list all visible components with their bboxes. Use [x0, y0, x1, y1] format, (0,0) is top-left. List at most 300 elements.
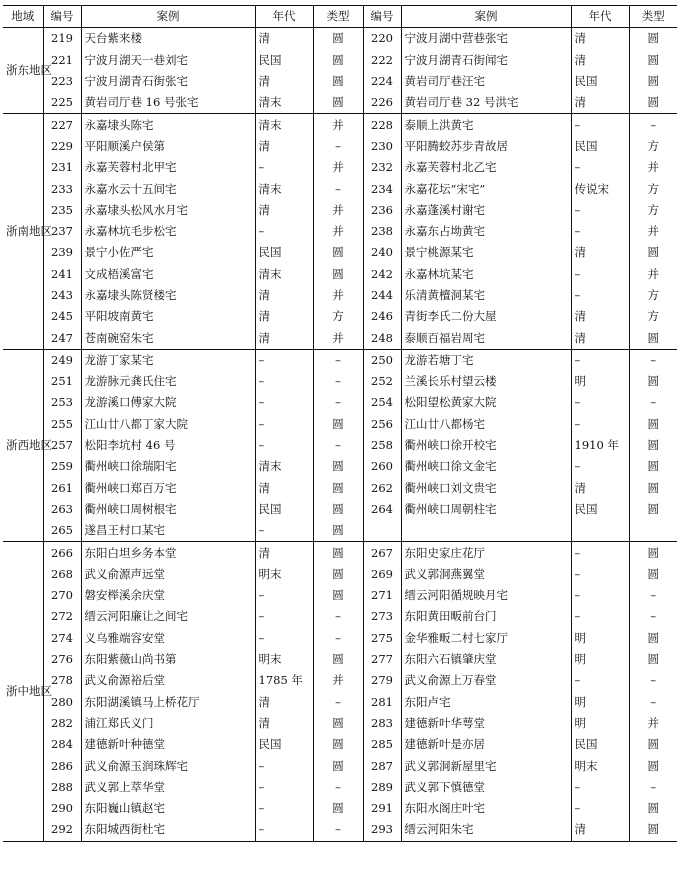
case-name: 文成梧溪富宅 [81, 264, 255, 285]
case-type: 并 [629, 157, 677, 178]
case-era: – [571, 798, 629, 819]
case-name: 永嘉埭头陈贤楼宅 [81, 285, 255, 306]
case-type: 方 [629, 285, 677, 306]
case-number: 245 [43, 306, 81, 327]
case-era: 清末 [255, 264, 313, 285]
case-era: 清 [255, 285, 313, 306]
case-type: 并 [313, 221, 363, 242]
table-row [3, 349, 677, 371]
case-name: 金华雅畈二村七家厅 [401, 628, 571, 649]
case-number: 250 [363, 349, 401, 371]
case-type: – [629, 670, 677, 691]
case-name: 建德新叶是亦居 [401, 734, 571, 755]
case-era: 清末 [255, 178, 313, 199]
case-era: – [571, 606, 629, 627]
case-era: 明末 [255, 649, 313, 670]
case-number: 235 [43, 200, 81, 221]
case-number: 258 [363, 435, 401, 456]
case-era: 民国 [255, 499, 313, 520]
case-era: 民国 [255, 50, 313, 71]
case-name: 浦江郑氏义门 [81, 713, 255, 734]
case-name: 武义郭下慎德堂 [401, 777, 571, 798]
case-type: 圆 [313, 264, 363, 285]
case-number: 285 [363, 734, 401, 755]
case-type: 并 [313, 114, 363, 136]
case-number: 262 [363, 478, 401, 499]
case-number: 238 [363, 221, 401, 242]
case-number: 265 [43, 520, 81, 542]
case-name: 建德新叶种德堂 [81, 734, 255, 755]
region-cell: 浙南地区 [3, 114, 43, 349]
case-type: 并 [629, 264, 677, 285]
case-number: 268 [43, 564, 81, 585]
case-number [363, 520, 401, 542]
case-era: 明末 [571, 755, 629, 776]
case-number: 246 [363, 306, 401, 327]
region-cell: 浙西地区 [3, 349, 43, 542]
case-number: 274 [43, 628, 81, 649]
case-type: – [629, 777, 677, 798]
case-name: 宁波月湖青石街闻宅 [401, 50, 571, 71]
case-name: 东阳六石镇肇庆堂 [401, 649, 571, 670]
case-number: 232 [363, 157, 401, 178]
case-number: 273 [363, 606, 401, 627]
case-type: – [313, 606, 363, 627]
case-name: 武义俞源上万春堂 [401, 670, 571, 691]
case-number: 220 [363, 28, 401, 50]
case-type: – [313, 178, 363, 199]
case-number: 237 [43, 221, 81, 242]
region-cell: 浙中地区 [3, 542, 43, 841]
case-era: 清 [571, 819, 629, 841]
table-row [3, 327, 677, 349]
case-number: 225 [43, 92, 81, 114]
case-type: 圆 [629, 798, 677, 819]
case-era: – [255, 392, 313, 413]
case-type: 圆 [313, 456, 363, 477]
case-type: 方 [629, 200, 677, 221]
table-row [3, 478, 677, 499]
case-header-right: 案例 [401, 6, 571, 28]
table-row [3, 564, 677, 585]
case-type: – [629, 585, 677, 606]
case-era: – [571, 114, 629, 136]
case-type [629, 520, 677, 542]
case-name: 苍南碗窑朱宅 [81, 327, 255, 349]
case-era: – [255, 221, 313, 242]
case-era: 清 [255, 136, 313, 157]
case-type: 圆 [313, 798, 363, 819]
case-type: 圆 [313, 713, 363, 734]
case-number: 244 [363, 285, 401, 306]
case-number: 279 [363, 670, 401, 691]
table-row [3, 755, 677, 776]
case-type: 方 [313, 306, 363, 327]
case-name: 东阳黄田畈前台门 [401, 606, 571, 627]
case-name: 黄岩司厅巷 16 号张宅 [81, 92, 255, 114]
case-name: 武义俞源玉润珠辉宅 [81, 755, 255, 776]
case-name: 景宁桃源某宅 [401, 242, 571, 263]
case-type: 圆 [313, 520, 363, 542]
case-type: – [313, 371, 363, 392]
case-era: 清 [255, 478, 313, 499]
case-name: 东阳史家庄花厅 [401, 542, 571, 564]
case-name: 龙游若塘丁宅 [401, 349, 571, 371]
case-era: – [255, 414, 313, 435]
case-name: 青街李氏二份大屋 [401, 306, 571, 327]
case-type: – [313, 692, 363, 713]
case-name: 武义郭上萃华堂 [81, 777, 255, 798]
table-row [3, 520, 677, 542]
case-name: 永嘉蓬溪村谢宅 [401, 200, 571, 221]
case-number: 221 [43, 50, 81, 71]
case-type: 圆 [313, 242, 363, 263]
case-name: 永嘉水云十五间宅 [81, 178, 255, 199]
case-type: 圆 [629, 819, 677, 841]
case-number: 240 [363, 242, 401, 263]
case-number: 253 [43, 392, 81, 413]
case-type: 圆 [313, 28, 363, 50]
table-row [3, 264, 677, 285]
region-cell: 浙东地区 [3, 28, 43, 114]
case-number: 234 [363, 178, 401, 199]
case-name: 义乌雅端容安堂 [81, 628, 255, 649]
case-era: – [571, 285, 629, 306]
case-number: 223 [43, 71, 81, 92]
case-name: 黄岩司厅巷 32 号洪宅 [401, 92, 571, 114]
case-era: 明 [571, 692, 629, 713]
case-era: – [255, 798, 313, 819]
case-type: 圆 [313, 542, 363, 564]
case-era: 1785 年 [255, 670, 313, 691]
case-type: 圆 [629, 564, 677, 585]
case-era: 民国 [571, 136, 629, 157]
table-row [3, 392, 677, 413]
case-name: 衢州峡口郑百万宅 [81, 478, 255, 499]
case-name: 宁波月湖中营巷张宅 [401, 28, 571, 50]
case-name: 永嘉芙蓉村北乙宅 [401, 157, 571, 178]
case-name: 永嘉埭头陈宅 [81, 114, 255, 136]
table-row [3, 585, 677, 606]
case-era: 民国 [571, 71, 629, 92]
case-number: 252 [363, 371, 401, 392]
case-type: 并 [313, 285, 363, 306]
case-name: 天台紫来楼 [81, 28, 255, 50]
case-name: 东阳水阁庄叶宅 [401, 798, 571, 819]
case-number: 226 [363, 92, 401, 114]
table-row [3, 798, 677, 819]
header-row [3, 6, 677, 28]
case-number: 241 [43, 264, 81, 285]
case-era: 传说宋 [571, 178, 629, 199]
case-type: 圆 [313, 649, 363, 670]
case-number: 236 [363, 200, 401, 221]
case-name: 永嘉林坑某宅 [401, 264, 571, 285]
case-type: 圆 [313, 585, 363, 606]
case-era: – [571, 349, 629, 371]
case-era: 民国 [255, 734, 313, 755]
case-number: 261 [43, 478, 81, 499]
case-name: 遂昌王村口某宅 [81, 520, 255, 542]
table-row [3, 306, 677, 327]
case-name: 泰顺百福岩周宅 [401, 327, 571, 349]
case-number: 270 [43, 585, 81, 606]
case-number: 222 [363, 50, 401, 71]
case-name: 松阳李坑村 46 号 [81, 435, 255, 456]
case-type: 方 [629, 136, 677, 157]
case-era: 明 [571, 371, 629, 392]
case-number: 291 [363, 798, 401, 819]
case-era: – [571, 670, 629, 691]
table-row [3, 157, 677, 178]
case-name: 衢州峡口徐开校宅 [401, 435, 571, 456]
case-era: 清 [571, 306, 629, 327]
case-era: – [255, 435, 313, 456]
type-header-left: 类型 [313, 6, 363, 28]
case-era: – [255, 371, 313, 392]
case-name: 泰顺上洪黄宅 [401, 114, 571, 136]
table-row [3, 71, 677, 92]
case-type: – [313, 628, 363, 649]
case-type: – [629, 606, 677, 627]
case-era: 1910 年 [571, 435, 629, 456]
case-type: – [313, 136, 363, 157]
table-row [3, 628, 677, 649]
case-name: 平阳坡南黄宅 [81, 306, 255, 327]
case-name: 武义俞源声远堂 [81, 564, 255, 585]
case-type: 方 [629, 306, 677, 327]
case-name: 东阳紫薇山尚书第 [81, 649, 255, 670]
case-name: 景宁小佐严宅 [81, 242, 255, 263]
case-number: 264 [363, 499, 401, 520]
case-type: 圆 [313, 50, 363, 71]
case-type: – [629, 392, 677, 413]
table-row [3, 670, 677, 691]
case-type: – [629, 692, 677, 713]
case-type: 并 [313, 327, 363, 349]
number-header-left: 编号 [43, 6, 81, 28]
case-type: 圆 [313, 92, 363, 114]
case-name: 武义俞源裕后堂 [81, 670, 255, 691]
case-name: 永嘉埭头松风水月宅 [81, 200, 255, 221]
table-row [3, 456, 677, 477]
case-era: – [571, 392, 629, 413]
case-era: 清 [571, 50, 629, 71]
case-type: 并 [629, 713, 677, 734]
case-number: 287 [363, 755, 401, 776]
table-row [3, 285, 677, 306]
case-name: 黄岩司厅巷汪宅 [401, 71, 571, 92]
case-type: 并 [313, 670, 363, 691]
case-name: 衢州峡口徐文金宅 [401, 456, 571, 477]
case-era: – [255, 520, 313, 542]
case-era: 民国 [571, 734, 629, 755]
case-era: – [255, 585, 313, 606]
table-row [3, 200, 677, 221]
case-name: 平阳顺溪户侯第 [81, 136, 255, 157]
case-type: 圆 [629, 92, 677, 114]
case-type: – [313, 435, 363, 456]
case-type: 并 [313, 157, 363, 178]
house-case-table [3, 5, 677, 842]
case-name: 宁波月湖青石街张宅 [81, 71, 255, 92]
case-name: 东阳城西街杜宅 [81, 819, 255, 841]
case-name: 龙游溪口傅家大院 [81, 392, 255, 413]
case-number: 289 [363, 777, 401, 798]
case-era: – [255, 157, 313, 178]
table-row [3, 178, 677, 199]
case-number: 229 [43, 136, 81, 157]
case-number: 249 [43, 349, 81, 371]
case-name: 东阳湖溪镇马上桥花厅 [81, 692, 255, 713]
case-era: 明末 [255, 564, 313, 585]
table-body [3, 28, 677, 841]
case-name: 缙云河阳廉让之间宅 [81, 606, 255, 627]
case-era: – [255, 819, 313, 841]
case-type: 圆 [629, 734, 677, 755]
region-header: 地域 [3, 6, 43, 28]
case-number: 243 [43, 285, 81, 306]
case-type: 圆 [629, 628, 677, 649]
case-type: 圆 [629, 649, 677, 670]
case-era: – [255, 755, 313, 776]
case-type: 圆 [313, 564, 363, 585]
case-number: 286 [43, 755, 81, 776]
case-number: 224 [363, 71, 401, 92]
case-number: 275 [363, 628, 401, 649]
case-number: 283 [363, 713, 401, 734]
case-name: 乐清黄檀洞某宅 [401, 285, 571, 306]
case-era: – [571, 456, 629, 477]
case-era: – [571, 221, 629, 242]
case-number: 242 [363, 264, 401, 285]
case-number: 288 [43, 777, 81, 798]
case-era: – [255, 349, 313, 371]
case-number: 254 [363, 392, 401, 413]
case-type: 圆 [313, 414, 363, 435]
case-type: – [629, 349, 677, 371]
case-number: 239 [43, 242, 81, 263]
case-type: 圆 [629, 28, 677, 50]
era-header-left: 年代 [255, 6, 313, 28]
case-era: 清 [255, 71, 313, 92]
table-row [3, 114, 677, 136]
case-era: 清 [571, 478, 629, 499]
case-name: 缙云河阳朱宅 [401, 819, 571, 841]
case-era: 清 [571, 327, 629, 349]
case-era: – [255, 777, 313, 798]
case-era: – [255, 606, 313, 627]
case-era: – [571, 564, 629, 585]
table-row [3, 92, 677, 114]
case-type: 圆 [629, 371, 677, 392]
case-name: 东阳巍山镇赵宅 [81, 798, 255, 819]
case-number: 259 [43, 456, 81, 477]
case-era: 清 [255, 28, 313, 50]
case-era: 明 [571, 649, 629, 670]
case-number: 277 [363, 649, 401, 670]
case-type: – [313, 777, 363, 798]
case-name: 建德新叶华萼堂 [401, 713, 571, 734]
case-name: 永嘉林坑毛步松宅 [81, 221, 255, 242]
case-number: 266 [43, 542, 81, 564]
table-row [3, 499, 677, 520]
table-row [3, 50, 677, 71]
case-type: 圆 [629, 542, 677, 564]
case-type: 圆 [313, 734, 363, 755]
case-number: 276 [43, 649, 81, 670]
case-number: 260 [363, 456, 401, 477]
case-name: 龙游丁家某宅 [81, 349, 255, 371]
case-type: 圆 [629, 499, 677, 520]
case-type: 圆 [629, 478, 677, 499]
table-row [3, 777, 677, 798]
case-type: 圆 [313, 478, 363, 499]
table-row [3, 28, 677, 50]
case-number: 271 [363, 585, 401, 606]
case-number: 251 [43, 371, 81, 392]
table-row [3, 221, 677, 242]
case-name: 江山廿八都杨宅 [401, 414, 571, 435]
case-name: 兰溪长乐村望云楼 [401, 371, 571, 392]
case-number: 293 [363, 819, 401, 841]
case-name: 武义郭洞新屋里宅 [401, 755, 571, 776]
case-header-left: 案例 [81, 6, 255, 28]
case-era: 民国 [255, 242, 313, 263]
case-number: 230 [363, 136, 401, 157]
case-number: 255 [43, 414, 81, 435]
case-number: 227 [43, 114, 81, 136]
case-name: 磐安榉溪余庆堂 [81, 585, 255, 606]
case-era: – [571, 777, 629, 798]
case-number: 292 [43, 819, 81, 841]
table-row [3, 692, 677, 713]
case-era: – [571, 414, 629, 435]
case-name: 衢州峡口周朝柱宅 [401, 499, 571, 520]
case-era: 民国 [571, 499, 629, 520]
case-type: 并 [629, 221, 677, 242]
case-type: – [313, 349, 363, 371]
case-type: – [629, 114, 677, 136]
table-row [3, 136, 677, 157]
case-era: 清 [255, 713, 313, 734]
case-type: 圆 [629, 435, 677, 456]
table-row [3, 713, 677, 734]
case-number: 233 [43, 178, 81, 199]
case-number: 228 [363, 114, 401, 136]
table-row [3, 414, 677, 435]
case-era: – [571, 585, 629, 606]
case-era: – [571, 542, 629, 564]
case-name: 武义郭洞燕翼堂 [401, 564, 571, 585]
case-type: 圆 [629, 755, 677, 776]
case-name: 东阳卢宅 [401, 692, 571, 713]
case-name: 龙游脉元龚氏住宅 [81, 371, 255, 392]
case-era: 清末 [255, 114, 313, 136]
case-number: 267 [363, 542, 401, 564]
case-number: 282 [43, 713, 81, 734]
case-era [571, 520, 629, 542]
case-name: 衢州峡口徐瑞阳宅 [81, 456, 255, 477]
case-number: 272 [43, 606, 81, 627]
case-type: 方 [629, 178, 677, 199]
case-era: 清 [255, 200, 313, 221]
case-number: 231 [43, 157, 81, 178]
case-era: 清 [255, 327, 313, 349]
table-row [3, 606, 677, 627]
case-era: 清 [255, 542, 313, 564]
case-name: 永嘉芙蓉村北甲宅 [81, 157, 255, 178]
